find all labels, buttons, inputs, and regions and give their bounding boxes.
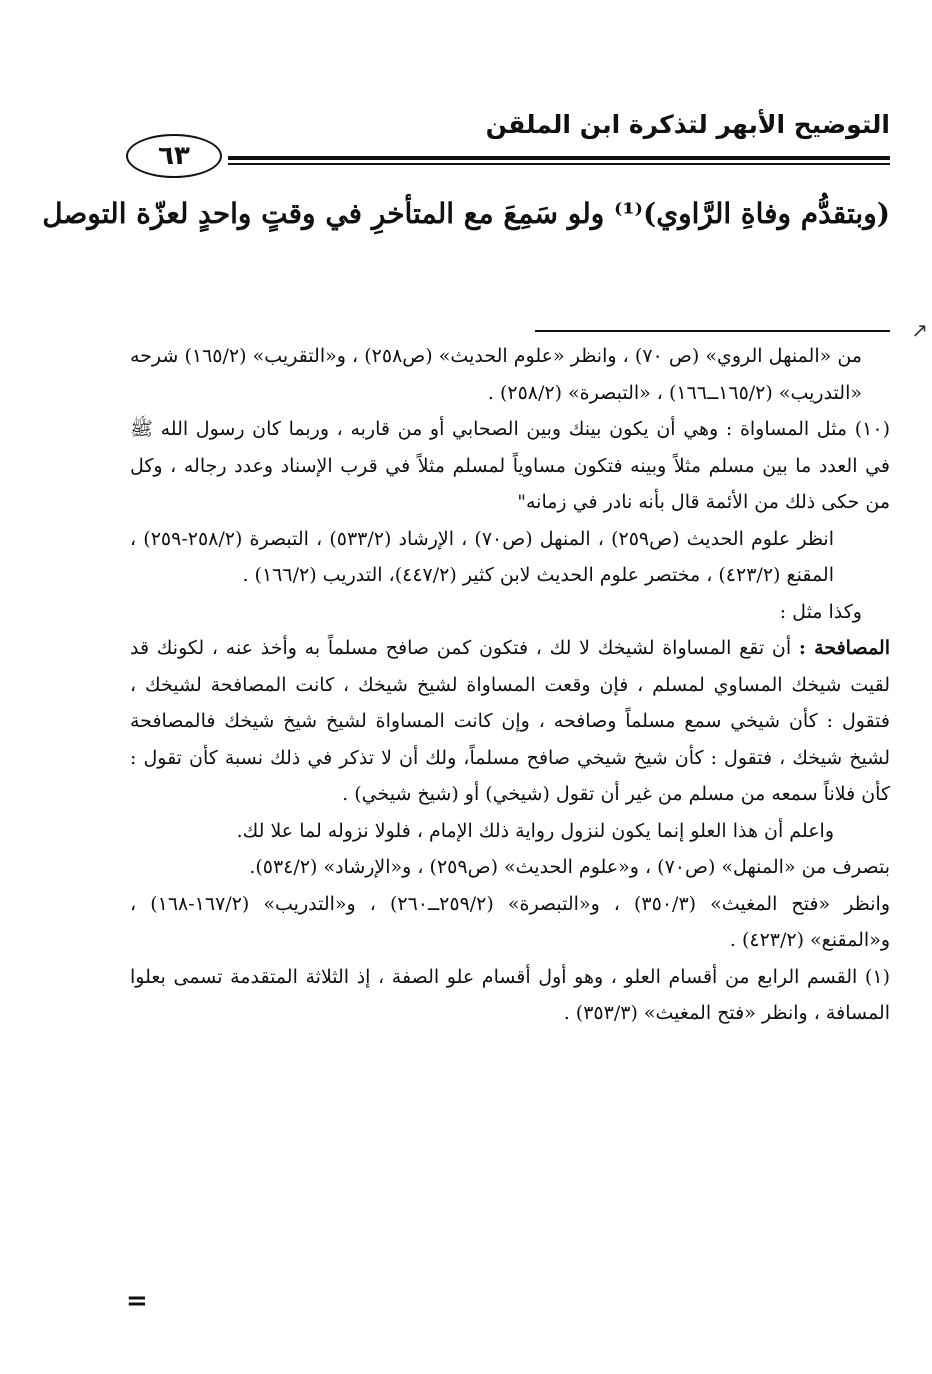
unzur-reference: وانظر «فتح المغيث» (٣٥٠/٣) ، و«التبصرة» (٢٥٩/٢ــ٢٦٠) ، و«التدريب» (١٦٧/٢-١٦٨) ، و«المقنع» (٤٢٣/٢) . [130,892,891,951]
elm-note: واعلم أن هذا العلو إنما يكون لنزول رواية ذلك الإمام ، فلولا نزوله لما علا لك. [236,819,834,842]
footnote-10-references: انظر علوم الحديث (ص٢٥٩) ، المنهل (ص٧٠) ، الإرشاد (٥٣٣/٢) ، التبصرة (٢٥٨/٢-٢٥٩) ، المقنع (٤٢٣/٢) ، مختصر علوم الحديث لابن كثير (٤٤٧/٢)، التدريب (١٦٦/٢) . [130,527,834,586]
footnote-10 [130,411,890,521]
footnote-1: (١) القسم الرابع من أقسام العلو ، وهو أول أقسام علو الصفة ، إذ الثلاثة المتقدمة تسمى بعلوا المسافة ، وانظر «فتح المغيث» (٣٥٣/٣) . [130,965,890,1024]
book-title: التوضيح الأبهر لتذكرة ابن الملقن [485,110,890,139]
musafaha-text: أن تقع المساواة لشيخك لا لك ، فتكون كمن صافح مسلماً به وأخذ عنه ، لكونك قد لقيت شيخك المساوي لمسلم ، فإن وقعت المساواة لشيخ شيخك ، كانت المصافحة لشيخك ، فتقول : كأن شيخي سمع مسلماً وصافحه ، وإن كانت المساواة لشيخ شيخ شيخك فالمصافحة لشيخ شيخك ، فتقول : كأن شيخ شيخي صافح مسلماً، ولك أن لا تذكر في ذلك نسبة كأن تقول : كأن فلاناً سمعه من مسلم من غير أن تقول (شيخي) أو (شيخ شيخي) . [130,637,890,805]
main-text-line: (وبتقدُّم وفاةِ الرَّاوي)⁽¹⁾ ولو سَمِعَ مع المتأخرِ في وقتٍ واحدٍ لعزّة التوصل [42,197,890,230]
footnote-separator [535,330,890,332]
tasarruf-reference: بتصرف من «المنهل» (ص٧٠) ، و«علوم الحديث» (ص٢٥٩) ، و«الإرشاد» (٥٣٤/٢). [249,856,890,878]
corner-mark: ↗ [911,318,928,342]
header-rule-thick [228,156,890,160]
page-number: ٦٣ [158,141,190,171]
musafaha-term: المصافحة : [798,637,890,659]
footnote-10-text: وهي أن يكون بينك وبين الصحابي أو من قاربه ، وربما كان رسول الله ﷺ في العدد ما بين مسلم مثلاً وبينه فتكون مساوياً لمسلم مثلاً في قرب الإسناد وعدد رجاله ، وكل من حكى ذلك من الأئمة قال بأنه نادر في زمانه" [130,418,890,513]
wakadha-line: وكذا مثل : [779,600,862,623]
footnotes [130,338,890,1032]
continuation-mark: = [126,1286,148,1316]
musafaha-paragraph [130,630,890,813]
footnote-10-label: (١٠) مثل المساواة : [725,418,890,440]
footnote-continuation: من «المنهل الروي» (ص ٧٠) ، وانظر «علوم الحديث» (ص٢٥٨) ، و«التقريب» (١٦٥/٢) شرحه «التدريب» (١٦٥/٢ــ١٦٦) ، «التبصرة» (٢٥٨/٢) . [130,345,862,404]
page-number-oval [126,134,222,178]
header-rule-thin [228,163,890,165]
